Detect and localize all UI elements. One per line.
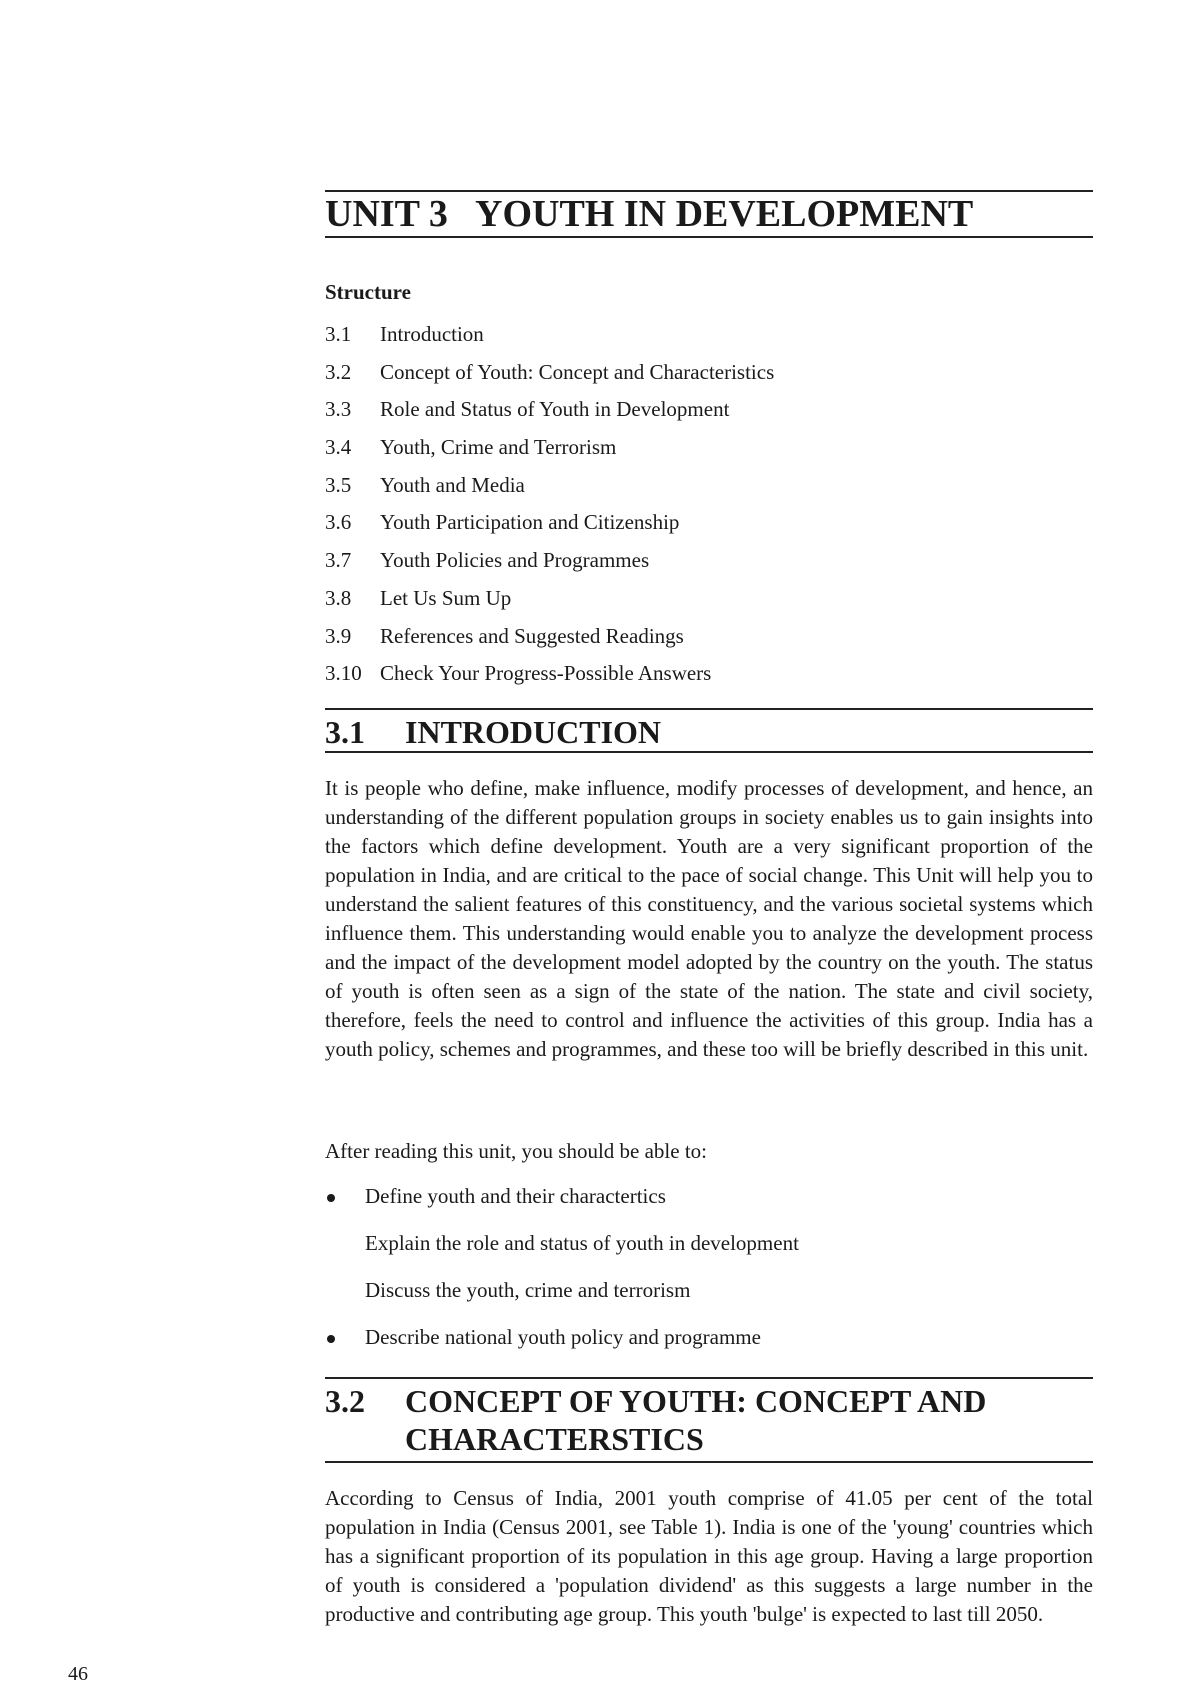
structure-item-number: 3.1 — [325, 322, 352, 346]
structure-item-number: 3.4 — [325, 435, 352, 460]
structure-heading: Structure — [325, 280, 411, 304]
structure-item-label: Let Us Sum Up — [380, 585, 512, 610]
objective-text: Define youth and their charactertics — [365, 1184, 666, 1208]
structure-item-label: Youth, Crime and Terrorism — [380, 435, 617, 460]
structure-item-number: 3.3 — [325, 397, 352, 422]
section-heading-introduction — [325, 713, 1093, 751]
structure-item — [325, 506, 1093, 544]
unit-title-text: YOUTH IN DEVELOPMENT — [475, 193, 974, 235]
objective-text: Discuss the youth, crime and terrorism — [365, 1278, 691, 1302]
structure-item — [325, 469, 1093, 507]
bullet-icon — [327, 1194, 335, 1202]
section-number: 3.1 — [325, 714, 365, 750]
list-item — [325, 1182, 1093, 1229]
structure-item-number: 3.6 — [325, 510, 352, 535]
objective-text: Explain the role and status of youth in development — [365, 1231, 799, 1255]
list-item — [325, 1323, 1093, 1370]
structure-item-label: Role and Status of Youth in Development — [380, 397, 730, 422]
structure-list — [325, 318, 1093, 695]
unit-title — [325, 192, 1093, 236]
structure-item-number: 3.9 — [325, 623, 352, 648]
section-heading-concept — [325, 1382, 1093, 1458]
concept-paragraph: According to Census of India, 2001 youth comprise of 41.05 per cent of the total population in India (Census 2001, see Table 1). India is one of the 'young' countries which has a significant proportion of its population in this age group. Having a large proportion of youth is considered a 'population dividend' as this suggests a large number in the productive and contributing age group. This youth 'bulge' is expected to last till 2050. — [325, 1486, 1093, 1626]
section-concept-top-rule — [325, 1377, 1093, 1379]
structure-item — [325, 393, 1093, 431]
structure-item-label: Check Your Progress-Possible Answers — [380, 661, 712, 686]
objectives-list — [325, 1182, 1093, 1370]
objective-text: Describe national youth policy and programme — [365, 1325, 761, 1349]
structure-item-label: Introduction — [380, 322, 484, 346]
structure-item — [325, 657, 1093, 695]
structure-item-number: 3.8 — [325, 585, 352, 610]
list-item — [325, 1229, 1093, 1276]
structure-item — [325, 582, 1093, 620]
structure-item-number: 3.2 — [325, 359, 352, 384]
structure-item — [325, 318, 1093, 356]
structure-item-label: Youth and Media — [380, 472, 525, 497]
page-number: 46 — [68, 1663, 88, 1685]
unit-number: UNIT 3 — [325, 193, 448, 235]
structure-item-label: Concept of Youth: Concept and Characteristics — [380, 359, 775, 384]
list-item — [325, 1276, 1093, 1323]
structure-item-label: References and Suggested Readings — [380, 623, 684, 648]
structure-item-number: 3.5 — [325, 472, 352, 497]
structure-item-label: Youth Policies and Programmes — [380, 548, 650, 573]
structure-item-number: 3.7 — [325, 548, 352, 573]
structure-item — [325, 356, 1093, 394]
introduction-paragraph: It is people who define, make influence, modify processes of development, and hence, an understanding of the different population groups in society enables us to gain insights into the factors which define development. Youth are a very significant proportion of the population in India, and are critical to the pace of social change. This Unit will help you to understand the salient features of this constituency, and the various societal systems which influence them. This understanding would enable you to analyze the development process and the impact of the development model adopted by the country on the youth. The status of youth is often seen as a sign of the state of the nation. The state and civil society, therefore, feels the need to control and influence the activities of this group. India has a youth policy, schemes and programmes, and these too will be briefly described in this unit. — [325, 776, 1093, 1061]
section-title: INTRODUCTION — [405, 714, 662, 750]
structure-item-number: 3.10 — [325, 661, 362, 686]
structure-item — [325, 620, 1093, 658]
structure-item-label: Youth Participation and Citizenship — [380, 510, 680, 535]
structure-item — [325, 544, 1093, 582]
section-intro-bottom-rule — [325, 751, 1093, 753]
objectives-lead: After reading this unit, you should be able to: — [325, 1139, 708, 1163]
bullet-icon — [327, 1335, 335, 1343]
section-concept-bottom-rule — [325, 1461, 1093, 1463]
structure-item — [325, 431, 1093, 469]
unit-title-bottom-rule — [325, 236, 1093, 238]
section-number: 3.2 — [325, 1383, 365, 1419]
section-title: CONCEPT OF YOUTH: CONCEPT AND CHARACTERSTICS — [405, 1383, 987, 1457]
section-intro-top-rule — [325, 708, 1093, 710]
